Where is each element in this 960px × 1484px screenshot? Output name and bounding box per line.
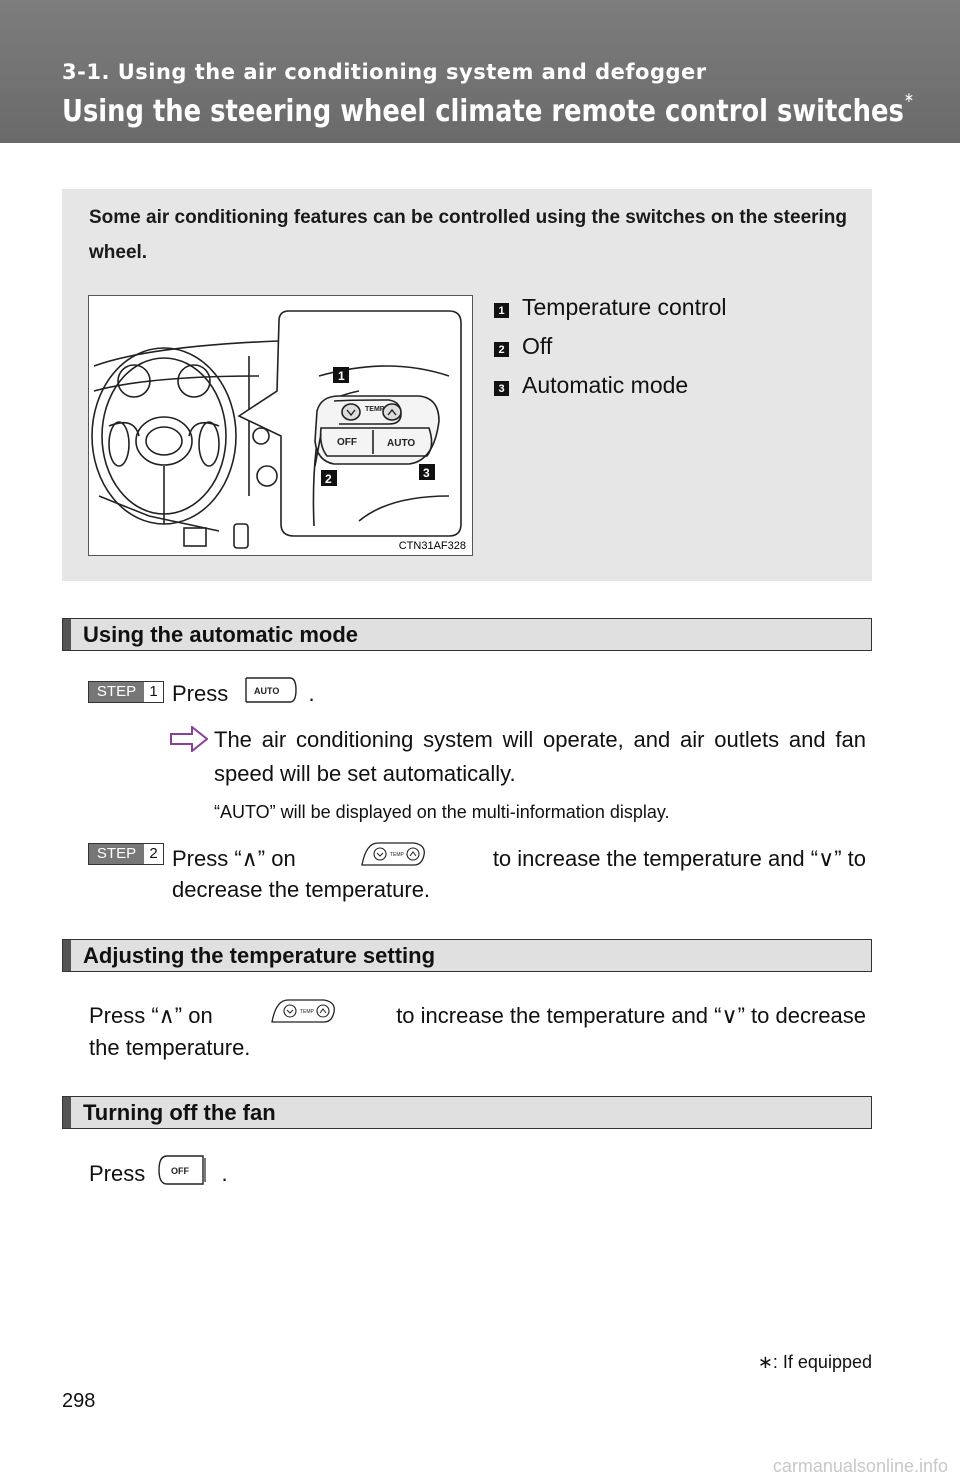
- steering-wheel-drawing: [89, 296, 472, 555]
- fig-temp-label: TEMP: [365, 406, 385, 413]
- fig-callout-2: 2: [325, 472, 332, 486]
- heading-automatic-mode: Using the automatic mode: [62, 618, 872, 651]
- figure-legend: [494, 288, 727, 405]
- footnote: ∗: If equipped: [757, 1352, 872, 1372]
- step-2-badge: [88, 843, 164, 865]
- step-2-part-a: Press “∧” on: [172, 846, 296, 871]
- off-button-icon: [155, 1153, 211, 1197]
- page-header: [0, 0, 960, 143]
- temp-line-2: the temperature.: [89, 1035, 251, 1060]
- temp-line-1: [89, 996, 866, 1036]
- fan-off-text: [89, 1153, 228, 1197]
- step-2-part-b: to increase the temperature and “∨” to: [492, 846, 866, 871]
- step-1-result: The air conditioning system will operate, and air outlets and fan speed will be set automatically.: [214, 727, 866, 786]
- fig-auto-label: AUTO: [387, 438, 416, 449]
- legend-item-temperature: [494, 288, 727, 327]
- legend-item-off: [494, 327, 727, 366]
- legend-item-auto: [494, 366, 727, 405]
- intro-text: Some air conditioning features can be controlled using the switches on the steering wheel.: [89, 207, 848, 263]
- page-number: 298: [62, 1390, 96, 1412]
- step-1-end: .: [308, 680, 315, 706]
- temp-part-a: Press “∧” on: [89, 1003, 213, 1028]
- legend-label: Off: [522, 333, 553, 359]
- steering-wheel-illustration: [88, 295, 473, 556]
- step-number: 1: [149, 683, 158, 700]
- page-title-text: Using the steering wheel climate remote control switches: [62, 94, 904, 129]
- fig-callout-3: 3: [423, 466, 430, 480]
- step-1-press: Press: [172, 680, 229, 706]
- legend-number: 3: [494, 381, 509, 396]
- temp-switch-icon: [268, 996, 340, 1036]
- auto-button-icon: [238, 675, 298, 715]
- heading-turning-off-fan: Turning off the fan: [62, 1096, 872, 1129]
- auto-button-label: AUTO: [254, 686, 280, 696]
- fan-off-press: Press: [89, 1160, 146, 1186]
- auto-note: “AUTO” will be displayed on the multi-information display.: [214, 802, 670, 822]
- legend-label: Temperature control: [522, 294, 727, 320]
- fig-callout-1: 1: [338, 369, 345, 383]
- step-label: STEP: [89, 682, 144, 702]
- svg-text:TEMP: TEMP: [390, 852, 405, 858]
- legend-label: Automatic mode: [522, 372, 689, 398]
- step-2-line-2: decrease the temperature.: [172, 877, 431, 902]
- fig-off-label: OFF: [337, 437, 357, 448]
- legend-number: 1: [494, 303, 509, 318]
- fan-off-end: .: [221, 1160, 228, 1186]
- step-label: STEP: [89, 844, 144, 864]
- watermark: carmanualsonline.info: [772, 1456, 948, 1476]
- step-1-text: [172, 675, 315, 715]
- heading-temperature-setting: Adjusting the temperature setting: [62, 939, 872, 972]
- figure-code: CTN31AF328: [398, 540, 466, 552]
- page-title: [62, 90, 914, 129]
- if-equipped-mark: ∗: [903, 90, 914, 106]
- off-button-label: OFF: [171, 1166, 190, 1176]
- step-1-badge: [88, 681, 164, 703]
- result-arrow-icon: [170, 726, 208, 752]
- section-title: 3-1. Using the air conditioning system and defogger: [62, 60, 707, 84]
- legend-number: 2: [494, 342, 509, 357]
- temp-part-b: to increase the temperature and “∨” to decrease: [396, 1003, 866, 1028]
- step-number: 2: [149, 845, 158, 862]
- svg-text:TEMP: TEMP: [300, 1009, 315, 1015]
